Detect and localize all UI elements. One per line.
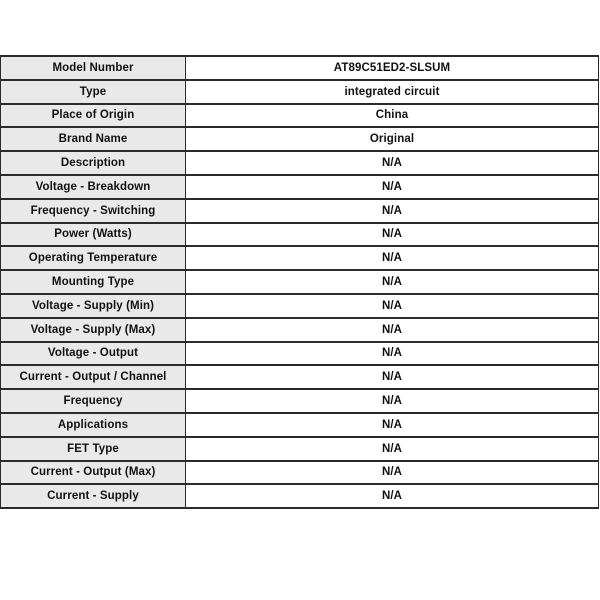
spec-value-cell: N/A (186, 294, 599, 318)
table-row (1, 104, 599, 128)
spec-value-cell: N/A (186, 484, 599, 508)
table-row (1, 342, 599, 366)
spec-label-cell: Voltage - Supply (Max) (1, 318, 186, 342)
spec-value-cell: N/A (186, 461, 599, 485)
spec-label-cell: Applications (1, 413, 186, 437)
table-row (1, 389, 599, 413)
spec-label-cell: Operating Temperature (1, 246, 186, 270)
table-row (1, 199, 599, 223)
spec-value-cell: Original (186, 127, 599, 151)
table-row (1, 223, 599, 247)
spec-value-cell: China (186, 104, 599, 128)
spec-label-cell: Current - Supply (1, 484, 186, 508)
spec-value-cell: N/A (186, 151, 599, 175)
spec-value-cell: N/A (186, 318, 599, 342)
spec-value-cell: integrated circuit (186, 80, 599, 104)
spec-label-cell: Voltage - Supply (Min) (1, 294, 186, 318)
spec-label-cell: Frequency - Switching (1, 199, 186, 223)
spec-value-cell: N/A (186, 342, 599, 366)
spec-label-cell: FET Type (1, 437, 186, 461)
table-row (1, 80, 599, 104)
spec-label-cell: Frequency (1, 389, 186, 413)
spec-label-cell: Voltage - Output (1, 342, 186, 366)
spec-value-cell: N/A (186, 246, 599, 270)
spec-table-body (1, 56, 599, 508)
spec-label-cell: Model Number (1, 56, 186, 80)
spec-value-cell: N/A (186, 199, 599, 223)
spec-value-cell: AT89C51ED2-SLSUM (186, 56, 599, 80)
spec-label-cell: Power (Watts) (1, 223, 186, 247)
spec-label-cell: Type (1, 80, 186, 104)
spec-label-cell: Place of Origin (1, 104, 186, 128)
table-row (1, 461, 599, 485)
spec-value-cell: N/A (186, 365, 599, 389)
table-row (1, 365, 599, 389)
table-row (1, 175, 599, 199)
spec-table (0, 55, 599, 509)
table-row (1, 413, 599, 437)
table-row (1, 270, 599, 294)
table-row (1, 151, 599, 175)
table-row (1, 246, 599, 270)
table-row (1, 318, 599, 342)
spec-value-cell: N/A (186, 270, 599, 294)
table-row (1, 484, 599, 508)
table-row (1, 127, 599, 151)
spec-label-cell: Brand Name (1, 127, 186, 151)
spec-label-cell: Description (1, 151, 186, 175)
spec-label-cell: Current - Output (Max) (1, 461, 186, 485)
table-row (1, 294, 599, 318)
spec-value-cell: N/A (186, 223, 599, 247)
table-row (1, 56, 599, 80)
spec-label-cell: Current - Output / Channel (1, 365, 186, 389)
spec-value-cell: N/A (186, 175, 599, 199)
spec-label-cell: Voltage - Breakdown (1, 175, 186, 199)
spec-value-cell: N/A (186, 437, 599, 461)
table-row (1, 437, 599, 461)
spec-value-cell: N/A (186, 413, 599, 437)
spec-value-cell: N/A (186, 389, 599, 413)
spec-label-cell: Mounting Type (1, 270, 186, 294)
